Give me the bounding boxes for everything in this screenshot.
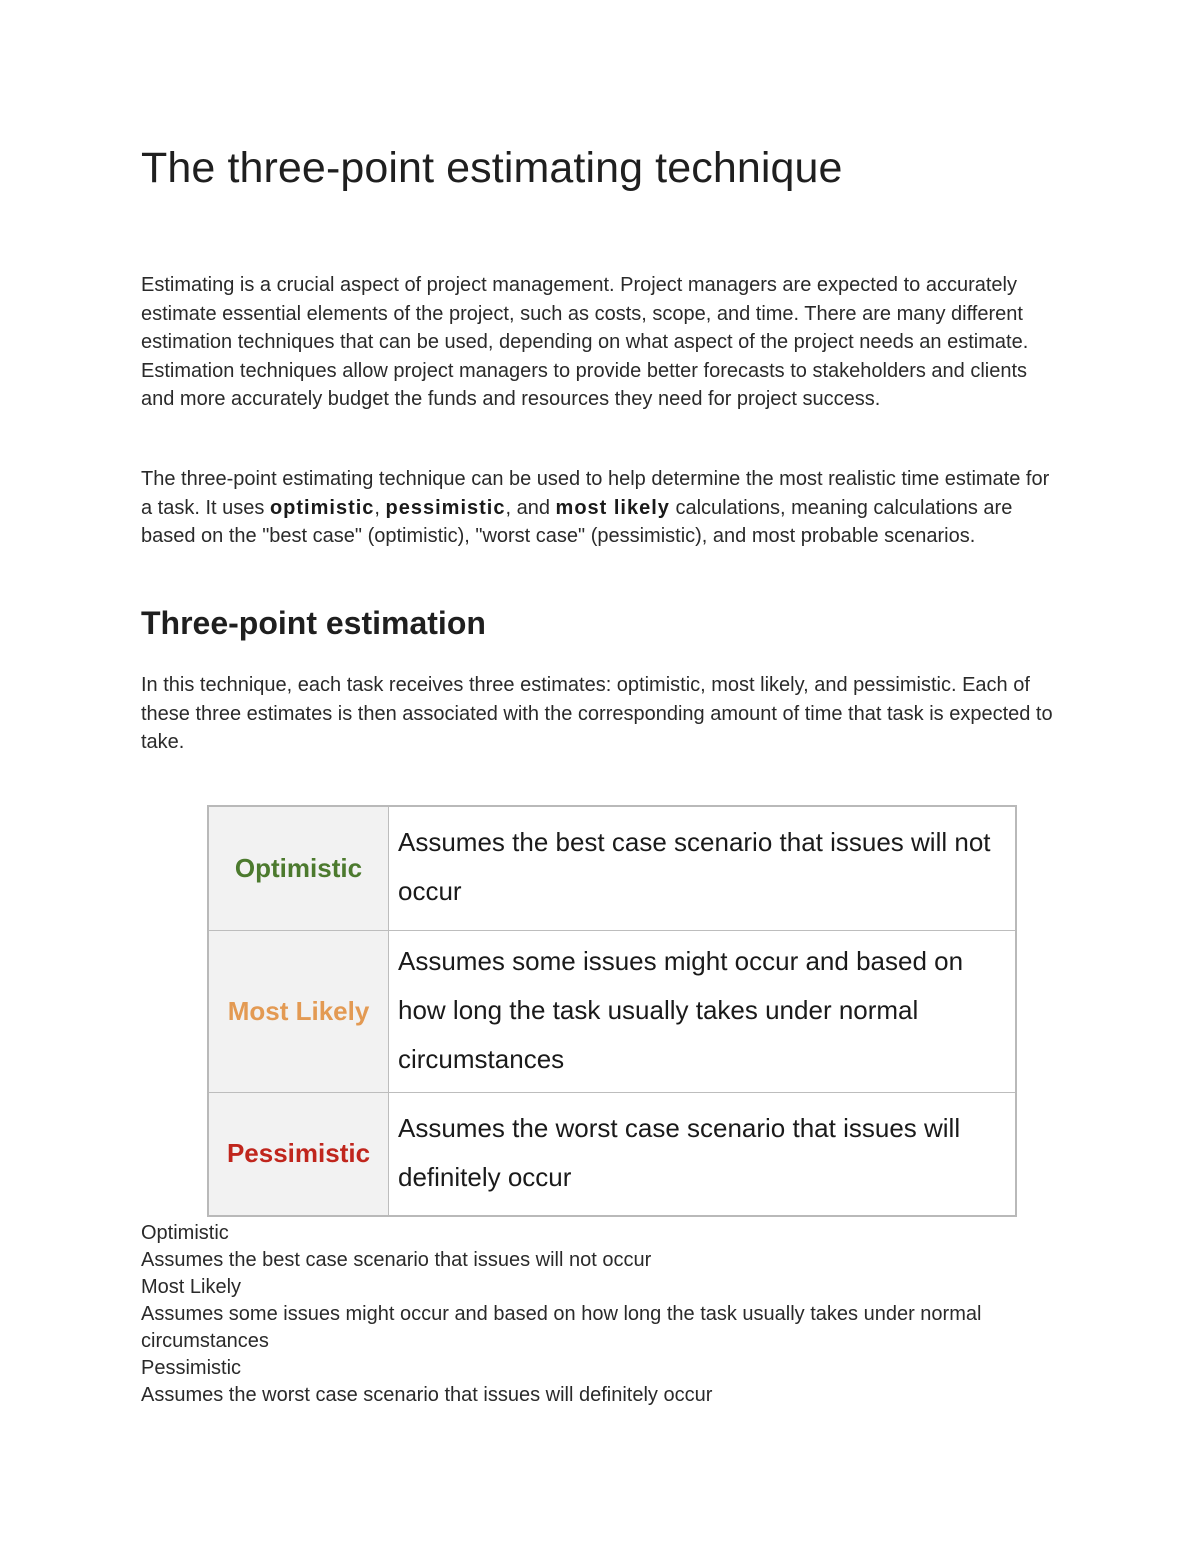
text-list xyxy=(141,1220,1041,1409)
label-most-likely: Most Likely xyxy=(208,930,389,1092)
technique-text-part2: calculations, meaning calculations are based on the "best case" (optimistic), "worst case" (pessimistic), and most probable scenarios. xyxy=(141,496,1013,547)
list-item: Assumes some issues might occur and based on how long the task usually takes under normal circumstances xyxy=(141,1303,982,1352)
label-pessimistic: Pessimistic xyxy=(208,1092,389,1216)
description-optimistic: Assumes the best case scenario that issues will not occur xyxy=(389,806,1017,930)
table-row-most-likely xyxy=(208,930,1016,1092)
description-pessimistic: Assumes the worst case scenario that issues will definitely occur xyxy=(389,1092,1017,1216)
technique-paragraph xyxy=(141,465,1061,551)
section-paragraph: In this technique, each task receives three estimates: optimistic, most likely, and pessimistic. Each of these three estimates is then associated with the corresponding amount of time that task is expected to take. xyxy=(141,674,1053,753)
term-pessimistic: pessimistic xyxy=(385,496,506,519)
list-item: Most Likely xyxy=(141,1276,242,1298)
list-item: Assumes the worst case scenario that issues will definitely occur xyxy=(141,1384,713,1406)
description-most-likely: Assumes some issues might occur and based on how long the task usually takes under normal circumstances xyxy=(389,930,1017,1092)
table-row-pessimistic xyxy=(208,1092,1016,1216)
list-item: Assumes the best case scenario that issues will not occur xyxy=(141,1249,652,1271)
term-most-likely: most likely xyxy=(555,496,670,519)
page-title: The three-point estimating technique xyxy=(141,144,843,192)
list-item: Optimistic xyxy=(141,1222,229,1244)
section-heading: Three-point estimation xyxy=(141,605,486,641)
intro-paragraph: Estimating is a crucial aspect of project management. Project managers are expected to accurately estimate essential elements of the project, such as costs, scope, and time. There are many different estimation techniques that can be used, depending on what aspect of the project needs an estimate. Estimation techniques allow project managers to provide better forecasts to stakeholders and clients and more accurately budget the funds and resources they need for project success. xyxy=(141,274,1029,410)
technique-separator-2: , and xyxy=(505,496,556,519)
label-optimistic: Optimistic xyxy=(208,806,389,930)
term-optimistic: optimistic xyxy=(269,496,375,519)
estimates-table xyxy=(207,805,1017,1217)
technique-separator-1: , xyxy=(374,496,386,519)
technique-text-part1: The three-point estimating technique can be used to help determine the most realistic time estimate for a task. It uses xyxy=(141,468,1050,519)
list-item: Pessimistic xyxy=(141,1357,242,1379)
table-row-optimistic xyxy=(208,806,1016,930)
